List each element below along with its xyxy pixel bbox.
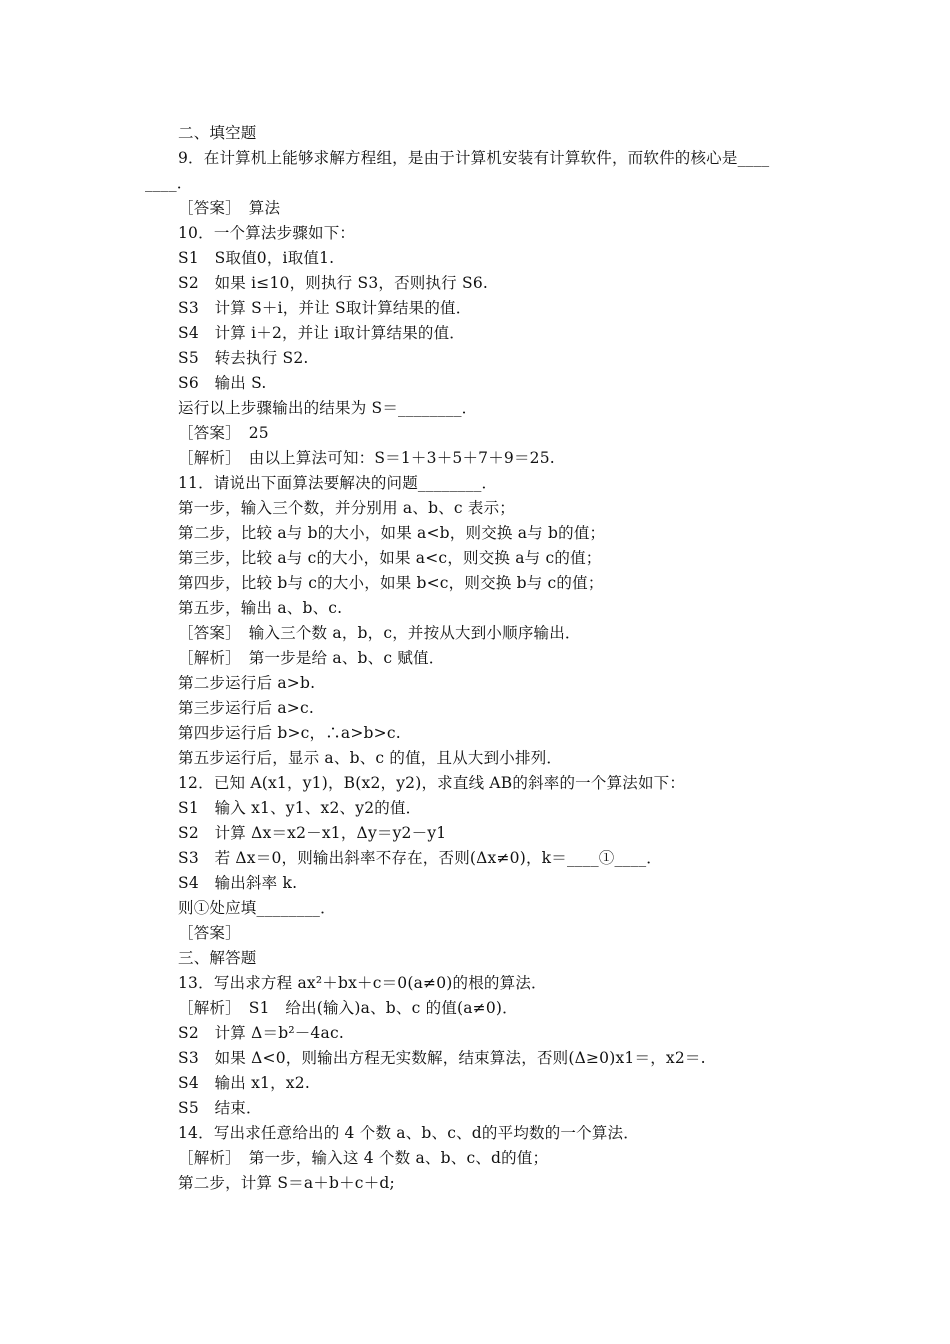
analysis-line: 第三步运行后 a>c. [178,699,314,717]
step-line: S4 输出斜率 k. [178,874,298,892]
analysis-14: ［解析］ 第一步，输入这 4 个数 a、b、c、d的值； [178,1149,549,1167]
step-line: S3 若 Δx＝0，则输出斜率不存在，否则(Δx≠0)，k＝____①____． [178,849,662,867]
step-line: 第一步，输入三个数，并分别用 a、b、c 表示； [178,499,515,517]
step-line: S1 输入 x1、y1、x2、y2的值． [178,799,422,817]
analysis-10: ［解析］ 由以上算法可知：S＝1＋3＋5＋7＋9＝25. [178,449,555,467]
step-line: S2 计算 Δ＝b²－4ac. [178,1024,344,1042]
analysis-13: ［解析］ S1 给出(输入)a、b、c 的值(a≠0)． [178,999,518,1017]
step-line: S5 转去执行 S2. [178,349,309,367]
question-10-prompt: 运行以上步骤输出的结果为 S＝________． [178,399,478,417]
question-13: 13．写出求方程 ax²＋bx＋c＝0(a≠0)的根的算法． [178,974,547,992]
step-line: S4 计算 i＋2，并让 i取计算结果的值． [178,324,466,342]
answer-12: ［答案］ [178,924,241,942]
question-14: 14．写出求任意给出的 4 个数 a、b、c、d的平均数的一个算法． [178,1124,639,1142]
question-9-blank: ____． [145,174,193,192]
step-line: S2 计算 Δx＝x2－x1，Δy＝y2－y1 [178,824,447,842]
step-line: S3 如果 Δ<0，则输出方程无实数解，结束算法，否则(Δ≥0)x1＝，x2＝. [178,1049,706,1067]
section-heading: 二、填空题 [178,124,257,142]
question-12-prompt: 则①处应填________． [178,899,336,917]
question-10: 10．一个算法步骤如下： [178,224,356,242]
answer-11: ［答案］ 输入三个数 a，b，c，并按从大到小顺序输出． [178,624,581,642]
step-line: 第四步，比较 b与 c的大小，如果 b<c，则交换 b与 c的值； [178,574,604,592]
analysis-line: 第二步，计算 S＝a＋b＋c＋d; [178,1174,395,1192]
answer-9: ［答案］ 算法 [178,199,281,217]
step-line: S5 结束． [178,1099,262,1117]
step-line: 第二步，比较 a与 b的大小，如果 a<b，则交换 a与 b的值； [178,524,606,542]
question-12: 12．已知 A(x1，y1)，B(x2，y2)，求直线 AB的斜率的一个算法如下： [178,774,686,792]
step-line: 第三步，比较 a与 c的大小，如果 a<c，则交换 a与 c的值； [178,549,602,567]
analysis-line: 第二步运行后 a>b. [178,674,316,692]
step-line: S1 S取值0，i取值1. [178,249,335,267]
step-line: S2 如果 i≤10，则执行 S3，否则执行 S6. [178,274,489,292]
section-heading: 三、解答题 [178,949,257,967]
step-line: S4 输出 x1，x2. [178,1074,310,1092]
analysis-11: ［解析］ 第一步是给 a、b、c 赋值． [178,649,445,667]
step-line: S3 计算 S＋i，并让 S取计算结果的值． [178,299,472,317]
question-11: 11．请说出下面算法要解决的问题________． [178,474,498,492]
step-line: 第五步，输出 a、b、c. [178,599,343,617]
analysis-line: 第五步运行后，显示 a、b、c 的值，且从大到小排列． [178,749,563,767]
step-line: S6 输出 S. [178,374,267,392]
question-9: 9．在计算机上能够求解方程组，是由于计算机安装有计算软件，而软件的核心是____ [178,149,770,167]
answer-10: ［答案］ 25 [178,424,269,442]
analysis-line: 第四步运行后 b>c，∴a>b>c. [178,724,401,742]
